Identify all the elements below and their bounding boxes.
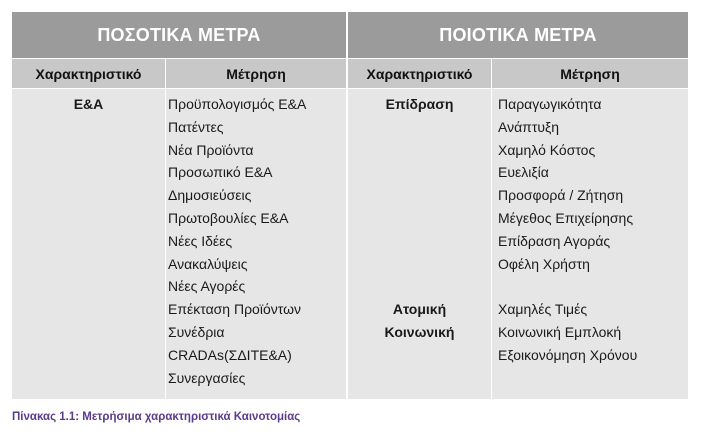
quantitative-measurement-column-header: Μέτρηση bbox=[166, 59, 346, 88]
qualitative-characteristic-column-header: Χαρακτηριστικό bbox=[348, 59, 491, 88]
qualitative-measurement-list bbox=[498, 298, 686, 366]
column-header-divider bbox=[12, 88, 688, 89]
measurement-item: Κοινωνική Εμπλοκή bbox=[498, 323, 622, 340]
measurement-item: Ανάπτυξη bbox=[498, 118, 560, 135]
measurement-item: Μέγεθος Επιχείρησης bbox=[498, 209, 634, 226]
quantitative-measures-header: ΠΟΣΟΤΙΚΑ ΜΕΤΡΑ bbox=[12, 12, 346, 58]
measurement-item: Συνεργασίες bbox=[168, 369, 246, 386]
qualitative-characteristic-cell bbox=[348, 298, 491, 344]
innovation-measures-table bbox=[12, 12, 688, 399]
measurement-item: Επίδραση Αγοράς bbox=[498, 232, 611, 249]
qualitative-measurement-list bbox=[498, 93, 686, 275]
table-caption: Πίνακας 1.1: Μετρήσιμα χαρακτηριστικά Καινοτομίας bbox=[12, 411, 301, 423]
measurement-item: Χαμηλό Κόστος bbox=[498, 141, 596, 158]
measurement-item: Παραγωγικότητα bbox=[498, 96, 602, 112]
characteristic-line: Ατομική bbox=[392, 301, 447, 317]
measurement-item: Εξοικονόμηση Χρόνου bbox=[498, 346, 638, 363]
characteristic-line: Επίδραση bbox=[385, 96, 454, 112]
measurement-item: CRADAs(ΣΔΙΤΕ&Α) bbox=[168, 346, 292, 363]
qualitative-characteristic-cell bbox=[348, 93, 491, 116]
measurement-item: Ανακαλύψεις bbox=[168, 255, 248, 272]
header-divider bbox=[12, 58, 688, 59]
measurement-item: Δημοσιεύσεις bbox=[168, 187, 252, 204]
measurement-item: Συνέδρια bbox=[168, 323, 225, 340]
measurement-item: Νέες Ιδέες bbox=[168, 232, 233, 249]
measurement-item: Νέα Προϊόντα bbox=[168, 141, 254, 158]
qualitative-column-divider bbox=[491, 59, 492, 399]
measurement-item: Νέες Αγορές bbox=[168, 278, 246, 295]
measurement-item: Χαμηλές Τιμές bbox=[498, 301, 588, 317]
measurement-item: Πατέντες bbox=[168, 118, 224, 135]
quantitative-column-divider bbox=[165, 59, 166, 399]
quantitative-measurement-list bbox=[168, 93, 344, 389]
quantitative-characteristic-column-header: Χαρακτηριστικό bbox=[12, 59, 165, 88]
measurement-item: Προσωπικό Ε&Α bbox=[168, 164, 273, 181]
measurement-item: Προσφορά / Ζήτηση bbox=[498, 187, 624, 204]
measurement-item: Πρωτοβουλίες Ε&Α bbox=[168, 209, 289, 226]
quantitative-characteristic-cell: Ε&Α bbox=[73, 96, 104, 112]
qualitative-measurement-column-header: Μέτρηση bbox=[492, 59, 688, 88]
measurement-item: Προϋπολογισμός Ε&Α bbox=[168, 96, 307, 112]
measurement-item: Οφέλη Χρήστη bbox=[498, 255, 590, 272]
measurement-item: Ευελιξία bbox=[498, 164, 549, 181]
measurement-item: Επέκταση Προϊόντων bbox=[168, 301, 301, 318]
characteristic-line: Κοινωνική bbox=[384, 323, 455, 340]
qualitative-measures-header: ΠΟΙΟΤΙΚΑ ΜΕΤΡΑ bbox=[348, 12, 688, 58]
